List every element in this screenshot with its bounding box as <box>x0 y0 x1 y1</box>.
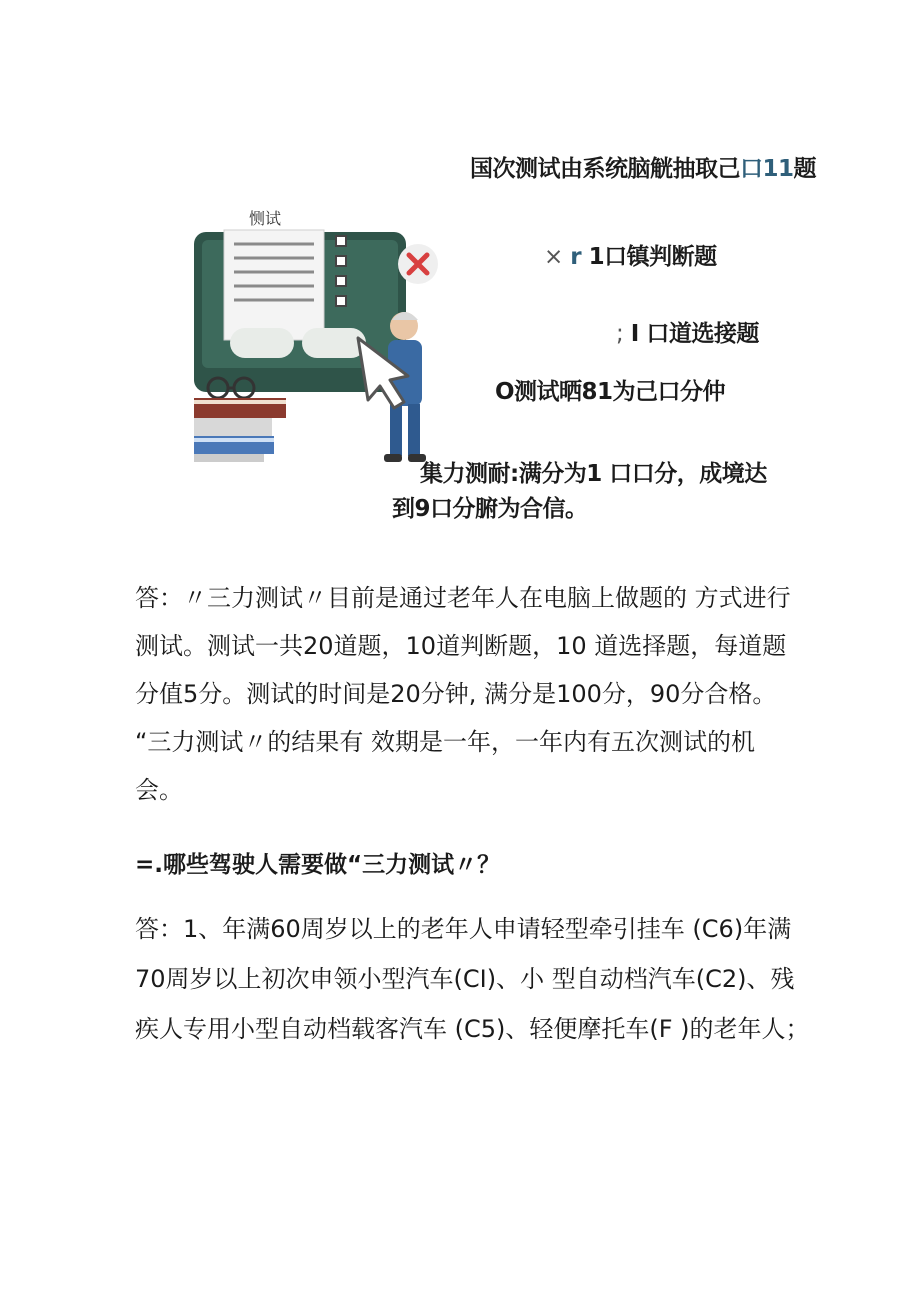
info-line-2 <box>544 238 717 271</box>
info-line-2-main: 1口镇判断题 <box>588 244 717 270</box>
info-line-2-accent: r <box>570 244 582 270</box>
test-illustration <box>186 200 456 475</box>
answer-2-line: 70周岁以上初次申领小型汽车(CI)、小 型自动档汽车(C2)、残 <box>135 965 795 993</box>
info-line-1-end: 题 <box>793 156 817 182</box>
question-2-heading: =.哪些驾驶人需要做“三力测试〃？ <box>135 852 501 878</box>
illustration-caption: 恻试 <box>249 209 282 228</box>
answer-1-line: 分值5分。测试的时间是20分钟, 满分是100分，90分合格。 <box>135 680 777 708</box>
info-line-2-mark: × <box>544 244 563 270</box>
answer-1-paragraph <box>135 574 875 814</box>
info-line-3-main: I 口道选接题 <box>630 321 759 347</box>
computer-test-graphic <box>186 200 456 475</box>
info-line-3 <box>616 315 759 348</box>
answer-1-line: 答：〃三力测试〃目前是通过老年人在电脑上做题的 方式进行 <box>135 584 791 612</box>
answer-2-line: 答：1、年满60周岁以上的老年人申请轻型牵引挂车 (C6)年满 <box>135 915 792 943</box>
answer-2-line: 疾人专用小型自动档载客汽车 (C5)、轻便摩托车(F )的老年人； <box>135 1015 810 1043</box>
info-line-5b: 到9口分腑为合信。 <box>392 496 588 522</box>
info-line-1-main: 国次测试由系统脑觥抽取己 <box>470 156 740 182</box>
info-line-3-mark: ; <box>616 321 624 347</box>
info-line-1-accent: 口11 <box>740 156 794 182</box>
info-line-4: O测试晒81为己口分仲 <box>495 379 726 405</box>
info-line-1 <box>470 150 816 183</box>
info-line-5a: 集力测耐:满分为1 口口分，成境达 <box>420 461 767 487</box>
answer-1-line: 会。 <box>135 776 183 804</box>
answer-1-line: “三力测试〃的结果有 效期是一年，一年内有五次测试的机 <box>135 728 756 756</box>
answer-2-paragraph <box>135 904 875 1054</box>
answer-1-line: 测试。测试一共20道题，10道判断题，10 道选择题，每道题 <box>135 632 787 660</box>
